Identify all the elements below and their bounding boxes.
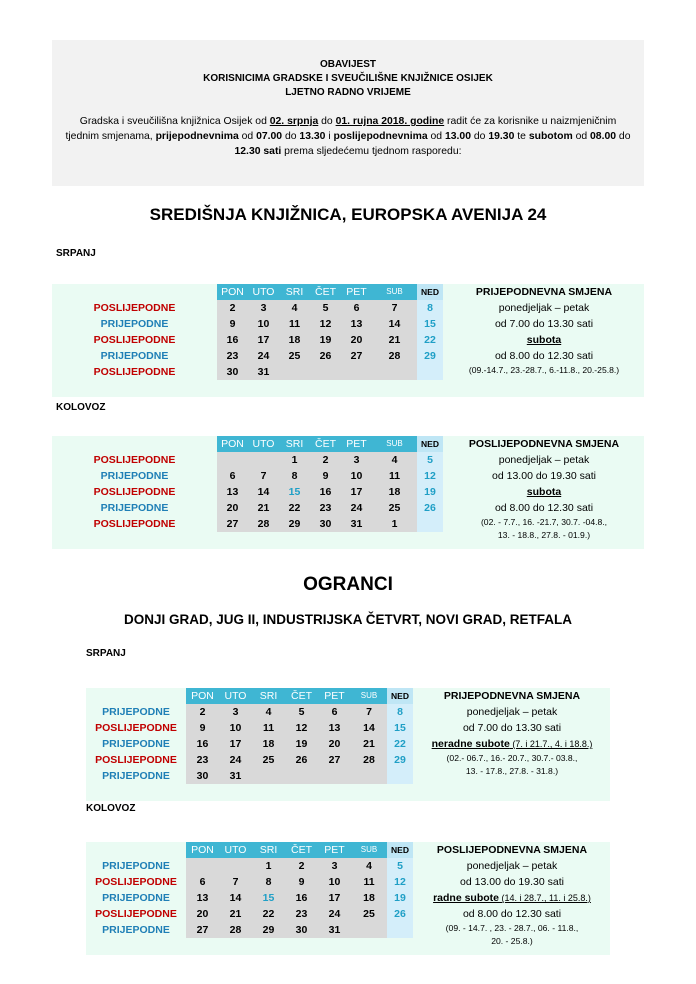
day-header-ned: NED xyxy=(387,842,413,858)
day-header-uto: UTO xyxy=(219,688,252,704)
day-cell: 26 xyxy=(424,502,436,514)
shift-dates: 20. - 25.8.) xyxy=(491,936,533,946)
day-cell: 28 xyxy=(388,350,401,362)
day-cell: 12 xyxy=(424,470,436,482)
day-cell: 19 xyxy=(295,738,308,750)
day-header-ned: NED xyxy=(417,436,443,452)
shift-hours: od 13.00 do 19.30 sati xyxy=(460,876,564,888)
day-cell: 21 xyxy=(257,502,270,514)
day-cell: 22 xyxy=(288,502,301,514)
shift-title: POSLIJEPODNEVNA SMJENA xyxy=(468,438,620,450)
day-cell: 15 xyxy=(394,722,406,734)
saturday-label: neradne subote xyxy=(431,738,510,750)
shift-label: POSLIJEPODNE xyxy=(95,722,177,734)
day-cell: 5 xyxy=(298,706,305,718)
shift-label: POSLIJEPODNE xyxy=(93,334,176,346)
day-cell: 29 xyxy=(424,350,436,362)
day-cell: 1 xyxy=(391,518,398,530)
shift-label: PRIJEPODNE xyxy=(102,738,170,750)
day-cell: 29 xyxy=(288,518,301,530)
day-cell: 31 xyxy=(350,518,363,530)
saturday-note xyxy=(414,890,610,906)
day-cell: 29 xyxy=(262,924,275,936)
schedule-table xyxy=(0,842,696,955)
day-cell: 8 xyxy=(291,470,298,482)
day-cell: 10 xyxy=(328,876,341,888)
day-header-sub: SUB xyxy=(372,284,417,300)
day-cell: 16 xyxy=(295,892,308,904)
day-cell: 16 xyxy=(226,334,239,346)
shift-dates: 13. - 18.8., 27.8. - 01.9.) xyxy=(497,530,591,540)
saturday-hours: od 8.00 do 12.30 sati xyxy=(494,502,594,514)
day-cell: 12 xyxy=(295,722,308,734)
day-header-uto: UTO xyxy=(219,842,252,858)
month-label: SRPANJ xyxy=(56,248,96,259)
day-cell: 4 xyxy=(291,302,298,314)
day-cell: 23 xyxy=(196,754,209,766)
shift-dates: (02.- 06.7., 16.- 20.7., 30.7.- 03.8., xyxy=(446,753,578,763)
day-cell: 26 xyxy=(394,908,406,920)
day-cell: 18 xyxy=(363,892,375,904)
day-cell: 20 xyxy=(328,738,341,750)
day-header-čet: ČET xyxy=(310,436,341,452)
day-cell: 25 xyxy=(262,754,275,766)
day-header-sri: SRI xyxy=(279,436,310,452)
day-cell: 20 xyxy=(226,502,239,514)
day-cell: 3 xyxy=(353,454,360,466)
day-cell: 28 xyxy=(229,924,242,936)
shift-weekdays: ponedjeljak – petak xyxy=(498,454,590,466)
shift-label: PRIJEPODNE xyxy=(102,924,170,936)
saturday-label: subota xyxy=(526,334,562,346)
shift-info xyxy=(414,842,610,948)
notice-paragraph: Gradska i sveučilišna knjižnica Osijek od 02. srpnja do 01. rujna 2018. godine radit će za korisnike u naizmjeničnim tjednim smjenama, prijepodnevnima od 07.00 do 13.30 i poslijepodnevnima od 13.00 do 19.30 te subotom od 08.00 do 12.30 sati prema sljedećemu tjednom rasporedu: xyxy=(65,116,631,157)
day-header-ned: NED xyxy=(417,284,443,300)
day-cell: 13 xyxy=(328,722,341,734)
day-cell: 17 xyxy=(328,892,341,904)
notice-box xyxy=(52,40,644,186)
shift-label: POSLIJEPODNE xyxy=(95,754,177,766)
notice-title-2: KORISNICIMA GRADSKE I SVEUČILIŠNE KNJIŽNICE OSIJEK xyxy=(203,73,493,84)
day-cell: 4 xyxy=(366,860,372,872)
day-cell: 7 xyxy=(232,876,239,888)
day-cell: 2 xyxy=(199,706,206,718)
shift-hours: od 13.00 do 19.30 sati xyxy=(492,470,596,482)
day-cell: 17 xyxy=(350,486,363,498)
day-cell: 10 xyxy=(229,722,242,734)
day-cell: 22 xyxy=(262,908,275,920)
day-cell: 10 xyxy=(257,318,270,330)
day-cell: 17 xyxy=(229,738,242,750)
day-cell: 4 xyxy=(391,454,398,466)
shift-label: POSLIJEPODNE xyxy=(93,518,176,530)
shift-title: POSLIJEPODNEVNA SMJENA xyxy=(436,844,588,856)
day-cell: 2 xyxy=(298,860,305,872)
day-cell: 5 xyxy=(427,454,433,466)
shift-weekdays: ponedjeljak – petak xyxy=(466,860,558,872)
day-cell: 14 xyxy=(229,892,242,904)
day-cell: 18 xyxy=(262,738,275,750)
day-header-pet: PET xyxy=(341,284,372,300)
day-cell: 7 xyxy=(391,302,398,314)
month-label: SRPANJ xyxy=(86,648,126,659)
day-cell: 13 xyxy=(226,486,239,498)
day-cell: 16 xyxy=(319,486,332,498)
day-cell: 8 xyxy=(397,706,403,718)
shift-dates: (02. - 7.7., 16. -21.7, 30.7. -04.8., xyxy=(480,517,608,527)
day-header-sri: SRI xyxy=(279,284,310,300)
shift-dates: (09.-14.7., 23.-28.7., 6.-11.8., 20.-25.8.) xyxy=(468,365,620,375)
day-cell: 22 xyxy=(424,334,436,346)
day-cell: 1 xyxy=(265,860,272,872)
day-cell: 15 xyxy=(424,318,436,330)
day-cell: 12 xyxy=(319,318,332,330)
day-cell: 23 xyxy=(295,908,308,920)
day-cell: 8 xyxy=(265,876,272,888)
day-cell: 21 xyxy=(229,908,242,920)
shift-label: POSLIJEPODNE xyxy=(93,486,176,498)
day-cell: 28 xyxy=(257,518,270,530)
day-cell: 9 xyxy=(298,876,305,888)
day-cell: 19 xyxy=(319,334,332,346)
shift-label: POSLIJEPODNE xyxy=(95,908,177,920)
day-cell: 24 xyxy=(350,502,363,514)
shift-label: PRIJEPODNE xyxy=(102,706,170,718)
day-cell: 21 xyxy=(388,334,401,346)
day-cell: 4 xyxy=(265,706,272,718)
shift-label: POSLIJEPODNE xyxy=(95,876,177,888)
day-cell: 26 xyxy=(295,754,308,766)
month-label: KOLOVOZ xyxy=(56,402,106,413)
day-cell: 11 xyxy=(363,876,375,888)
day-header-uto: UTO xyxy=(248,284,279,300)
day-cell: 18 xyxy=(388,486,401,498)
shift-dates: 13. - 17.8., 27.8. - 31.8.) xyxy=(465,766,559,776)
day-cell: 9 xyxy=(229,318,236,330)
day-cell: 6 xyxy=(229,470,236,482)
notice-title-1: OBAVIJEST xyxy=(320,59,376,70)
day-cell: 10 xyxy=(350,470,363,482)
day-cell: 15 xyxy=(262,892,275,904)
day-cell: 24 xyxy=(328,908,341,920)
day-cell: 7 xyxy=(260,470,267,482)
day-cell: 23 xyxy=(319,502,332,514)
shift-label: PRIJEPODNE xyxy=(100,350,169,362)
day-cell: 14 xyxy=(257,486,270,498)
day-cell: 15 xyxy=(288,486,301,498)
saturday-label: radne subote xyxy=(433,892,500,904)
day-header-sri: SRI xyxy=(252,842,285,858)
day-cell: 31 xyxy=(328,924,341,936)
day-cell: 6 xyxy=(199,876,206,888)
day-cell: 11 xyxy=(262,722,275,734)
day-header-sub: SUB xyxy=(372,436,417,452)
day-cell: 30 xyxy=(196,770,209,782)
shift-weekdays: ponedjeljak – petak xyxy=(498,302,590,314)
day-cell: 24 xyxy=(257,350,270,362)
day-cell: 6 xyxy=(331,706,338,718)
day-header-čet: ČET xyxy=(285,688,318,704)
day-header-uto: UTO xyxy=(248,436,279,452)
day-cell: 13 xyxy=(196,892,209,904)
day-cell: 26 xyxy=(319,350,332,362)
saturday-hours: od 8.00 do 12.30 sati xyxy=(494,350,594,362)
shift-title: PRIJEPODNEVNA SMJENA xyxy=(475,286,613,298)
day-cell: 11 xyxy=(388,470,401,482)
day-header-pet: PET xyxy=(341,436,372,452)
day-header-sri: SRI xyxy=(252,688,285,704)
branches-heading: OGRANCI xyxy=(303,574,393,595)
day-cell: 21 xyxy=(363,738,375,750)
day-header-sub: SUB xyxy=(351,688,387,704)
day-cell: 27 xyxy=(328,754,341,766)
shift-label: PRIJEPODNE xyxy=(100,318,169,330)
day-cell: 30 xyxy=(226,366,239,378)
day-cell: 20 xyxy=(196,908,209,920)
shift-hours: od 7.00 do 13.30 sati xyxy=(494,318,594,330)
day-cell: 25 xyxy=(288,350,301,362)
day-header-čet: ČET xyxy=(285,842,318,858)
day-cell: 27 xyxy=(226,518,239,530)
day-cell: 7 xyxy=(366,706,372,718)
shift-label: PRIJEPODNE xyxy=(102,860,170,872)
day-cell: 29 xyxy=(394,754,406,766)
shift-label: PRIJEPODNE xyxy=(102,770,170,782)
month-label: KOLOVOZ xyxy=(86,803,136,814)
day-cell: 12 xyxy=(394,876,406,888)
day-cell: 24 xyxy=(229,754,242,766)
saturday-hours: od 8.00 do 12.30 sati xyxy=(462,908,562,920)
day-cell: 14 xyxy=(388,318,401,330)
saturday-dates: (7. i 21.7., 4. i 18.8.) xyxy=(509,739,593,749)
schedule-table xyxy=(0,436,696,549)
day-cell: 27 xyxy=(196,924,209,936)
day-cell: 27 xyxy=(350,350,363,362)
day-cell: 5 xyxy=(322,302,329,314)
day-cell: 6 xyxy=(353,302,360,314)
day-cell: 22 xyxy=(394,738,406,750)
day-cell: 11 xyxy=(288,318,301,330)
shift-info xyxy=(414,688,610,778)
day-cell: 3 xyxy=(331,860,338,872)
day-cell: 2 xyxy=(322,454,329,466)
day-header-sub: SUB xyxy=(351,842,387,858)
saturday-note xyxy=(414,736,610,752)
day-cell: 20 xyxy=(350,334,363,346)
day-cell: 14 xyxy=(363,722,375,734)
branches-list-heading: DONJI GRAD, JUG II, INDUSTRIJSKA ČETVRT, NOVI GRAD, RETFALA xyxy=(123,612,573,627)
shift-label: PRIJEPODNE xyxy=(102,892,170,904)
day-cell: 1 xyxy=(291,454,298,466)
day-cell: 5 xyxy=(397,860,403,872)
schedule-table xyxy=(0,284,696,397)
day-header-pon: PON xyxy=(217,436,248,452)
day-cell: 28 xyxy=(363,754,375,766)
shift-dates: (09. - 14.7. , 23. - 28.7., 06. - 11.8., xyxy=(445,923,579,933)
shift-label: PRIJEPODNE xyxy=(100,502,169,514)
day-cell: 3 xyxy=(232,706,239,718)
shift-label: POSLIJEPODNE xyxy=(93,366,176,378)
saturday-label: subota xyxy=(526,486,562,498)
day-cell: 18 xyxy=(288,334,301,346)
day-header-pet: PET xyxy=(318,842,351,858)
day-header-pet: PET xyxy=(318,688,351,704)
day-cell: 19 xyxy=(424,486,436,498)
day-cell: 25 xyxy=(388,502,401,514)
shift-weekdays: ponedjeljak – petak xyxy=(466,706,558,718)
day-cell: 25 xyxy=(363,908,375,920)
central-library-heading: SREDIŠNJA KNJIŽNICA, EUROPSKA AVENIJA 24 xyxy=(149,205,547,224)
day-cell: 9 xyxy=(322,470,329,482)
saturday-dates: (14. i 28.7., 11. i 25.8.) xyxy=(499,893,591,903)
day-cell: 3 xyxy=(260,302,267,314)
day-header-čet: ČET xyxy=(310,284,341,300)
shift-info xyxy=(444,284,644,377)
day-cell: 8 xyxy=(427,302,433,314)
notice-title-3: LJETNO RADNO VRIJEME xyxy=(285,87,411,98)
day-cell: 19 xyxy=(394,892,406,904)
shift-label: PRIJEPODNE xyxy=(100,470,169,482)
shift-info xyxy=(444,436,644,542)
day-cell: 13 xyxy=(350,318,363,330)
day-header-pon: PON xyxy=(186,842,219,858)
day-cell: 2 xyxy=(229,302,236,314)
day-cell: 16 xyxy=(196,738,209,750)
day-header-ned: NED xyxy=(387,688,413,704)
shift-label: POSLIJEPODNE xyxy=(93,302,176,314)
shift-title: PRIJEPODNEVNA SMJENA xyxy=(443,690,581,702)
day-header-pon: PON xyxy=(217,284,248,300)
schedule-table xyxy=(0,688,696,801)
day-cell: 17 xyxy=(257,334,270,346)
day-cell: 30 xyxy=(295,924,308,936)
shift-hours: od 7.00 do 13.30 sati xyxy=(462,722,562,734)
day-cell: 30 xyxy=(319,518,332,530)
day-cell: 9 xyxy=(199,722,206,734)
day-cell: 31 xyxy=(257,366,270,378)
day-header-pon: PON xyxy=(186,688,219,704)
shift-label: POSLIJEPODNE xyxy=(93,454,176,466)
day-cell: 31 xyxy=(229,770,242,782)
day-cell: 23 xyxy=(226,350,239,362)
